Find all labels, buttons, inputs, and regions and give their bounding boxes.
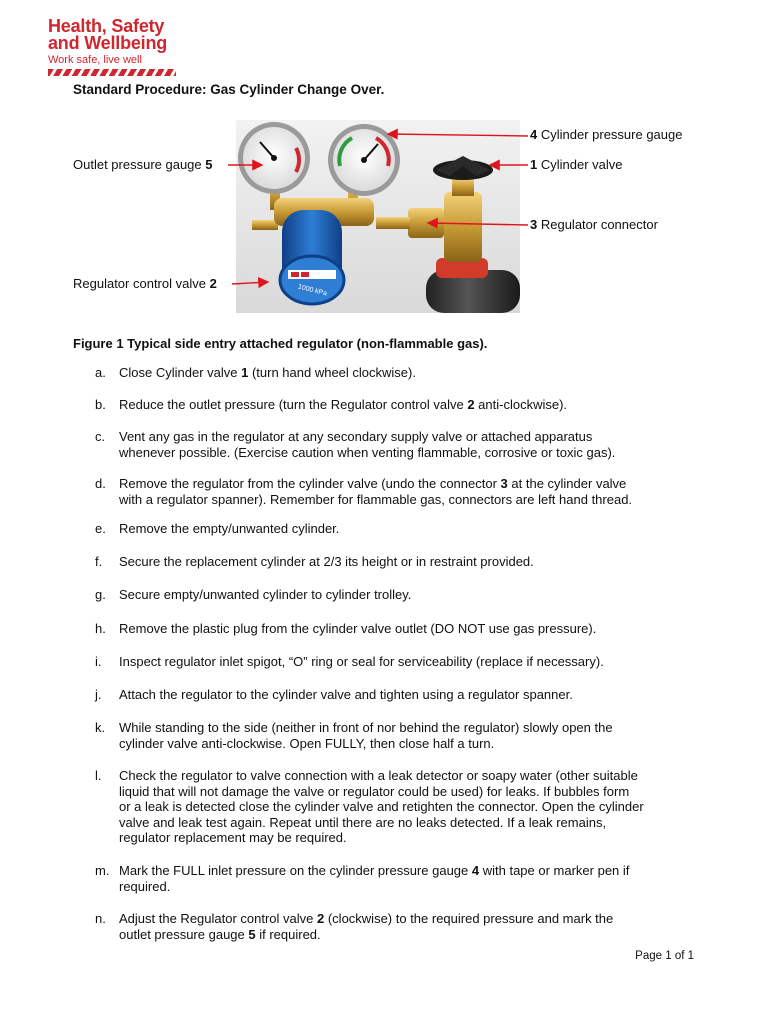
step-letter: g. <box>95 587 106 602</box>
arrow-3 <box>428 223 528 225</box>
step-text-segment: While standing to the side (neither in front of nor behind the regulator) slowly open the cylinder valve anti-clockwise. Open FULLY, then close half a turn. <box>119 720 613 751</box>
callout-label: Cylinder valve <box>537 157 623 172</box>
step-text-segment: Vent any gas in the regulator at any secondary supply valve or attached apparatus whenever possible. (Exercise caution when venting flammable, corrosive or toxic gas). <box>119 429 616 460</box>
callout-label: Cylinder pressure gauge <box>537 127 683 142</box>
callout-number: 5 <box>205 157 213 172</box>
step-reference-number: 5 <box>248 926 256 942</box>
callout-number: 3 <box>530 217 538 232</box>
logo-tagline: Work safe, live well <box>48 54 142 66</box>
step-text <box>119 365 719 381</box>
logo-line-2: and Wellbeing <box>48 33 168 53</box>
callout-number: 2 <box>209 276 217 291</box>
step-reference-number: 4 <box>471 863 480 878</box>
callout-cylinder-valve <box>530 157 623 172</box>
step-letter: e. <box>95 521 106 536</box>
step-text <box>119 687 719 703</box>
step-text-segment: at the cylinder valve with a regulator spanner). Remember for flammable gas, connectors are left hand thread. <box>119 476 633 507</box>
step-text <box>119 863 719 894</box>
step-text-segment: anti-clockwise). <box>474 397 568 412</box>
step-letter: n. <box>95 911 106 926</box>
step-text <box>119 720 719 751</box>
step-text-segment: Check the regulator to valve connection with a leak detector or soapy water (other suitable liquid that will not damage the valve or regulator could be used) for leaks. If bubbles form or a leak is detected close the cylinder valve and retighten the connector. Open the cylinder valve and leak test again. Repeat until there are no leaks detected. If a leak remains, regulator replacement may be required. <box>119 768 644 846</box>
step-text-segment: with tape or marker pen if required. <box>119 863 630 894</box>
step-letter: b. <box>95 397 106 412</box>
step-text-segment: Remove the plastic plug from the cylinder valve outlet (DO NOT use gas pressure). <box>119 621 597 636</box>
step-letter: f. <box>95 554 103 569</box>
callout-label: Outlet pressure gauge <box>73 157 206 172</box>
step-text-segment: Close Cylinder valve <box>119 365 242 380</box>
step-text <box>119 429 719 460</box>
step-text-segment: Adjust the Regulator control valve <box>119 911 317 926</box>
step-letter: k. <box>95 720 106 735</box>
figure-caption: Figure 1 Typical side entry attached regulator (non-flammable gas). <box>73 336 488 351</box>
callout-number: 1 <box>530 157 538 172</box>
callout-number: 4 <box>530 127 538 142</box>
step-text <box>119 554 719 570</box>
step-text-segment: Mark the FULL inlet pressure on the cylinder pressure gauge <box>119 863 472 878</box>
step-reference-number: 1 <box>241 365 249 380</box>
step-text-segment: Reduce the outlet pressure (turn the Regulator control valve <box>119 397 468 412</box>
step-text <box>119 654 719 670</box>
callout-cylinder-pressure-gauge <box>530 127 682 142</box>
step-text <box>119 397 719 413</box>
callout-regulator-control-valve <box>73 276 217 291</box>
step-letter: a. <box>95 365 106 380</box>
step-reference-number: 2 <box>467 397 475 412</box>
regulator-marking: 1000 kPa <box>297 283 328 298</box>
step-text <box>119 911 719 942</box>
step-text-segment: Remove the empty/unwanted cylinder. <box>119 521 340 536</box>
step-letter: c. <box>95 429 106 444</box>
step-text <box>119 476 719 507</box>
step-text-segment: Remove the regulator from the cylinder valve (undo the connector <box>119 476 501 491</box>
step-text <box>119 587 719 603</box>
logo-line-1: Health, Safety <box>48 16 165 36</box>
step-text <box>119 621 719 637</box>
callout-label: Regulator control valve <box>73 276 210 291</box>
page-number: Page 1 of 1 <box>635 950 694 962</box>
step-letter: d. <box>95 476 106 491</box>
page-title: Standard Procedure: Gas Cylinder Change Over. <box>73 82 385 97</box>
step-letter: j. <box>95 687 102 702</box>
step-text-segment: Secure empty/unwanted cylinder to cylinder trolley. <box>119 587 412 602</box>
step-text-segment: Inspect regulator inlet spigot, “O” ring or seal for serviceability (replace if necessary). <box>119 654 604 669</box>
callout-regulator-connector <box>530 217 658 232</box>
step-letter: h. <box>95 621 106 636</box>
step-text <box>119 768 719 846</box>
step-text-segment: if required. <box>255 926 321 942</box>
step-letter: i. <box>95 654 102 669</box>
callout-outlet-pressure-gauge <box>73 157 212 172</box>
arrow-4 <box>388 134 528 136</box>
step-reference-number: 3 <box>500 476 508 491</box>
step-letter: m. <box>95 863 110 878</box>
step-text-segment: Attach the regulator to the cylinder valve and tighten using a regulator spanner. <box>119 687 573 702</box>
arrow-2 <box>232 282 268 284</box>
step-text-segment: (clockwise) to the required pressure and mark the outlet pressure gauge <box>119 911 614 942</box>
callout-label: Regulator connector <box>537 217 658 232</box>
step-text <box>119 521 719 537</box>
step-reference-number: 2 <box>317 911 325 926</box>
step-letter: l. <box>95 768 102 783</box>
step-text-segment: (turn hand wheel clockwise). <box>248 365 416 380</box>
step-text-segment: Secure the replacement cylinder at 2/3 its height or in restraint provided. <box>119 554 534 569</box>
